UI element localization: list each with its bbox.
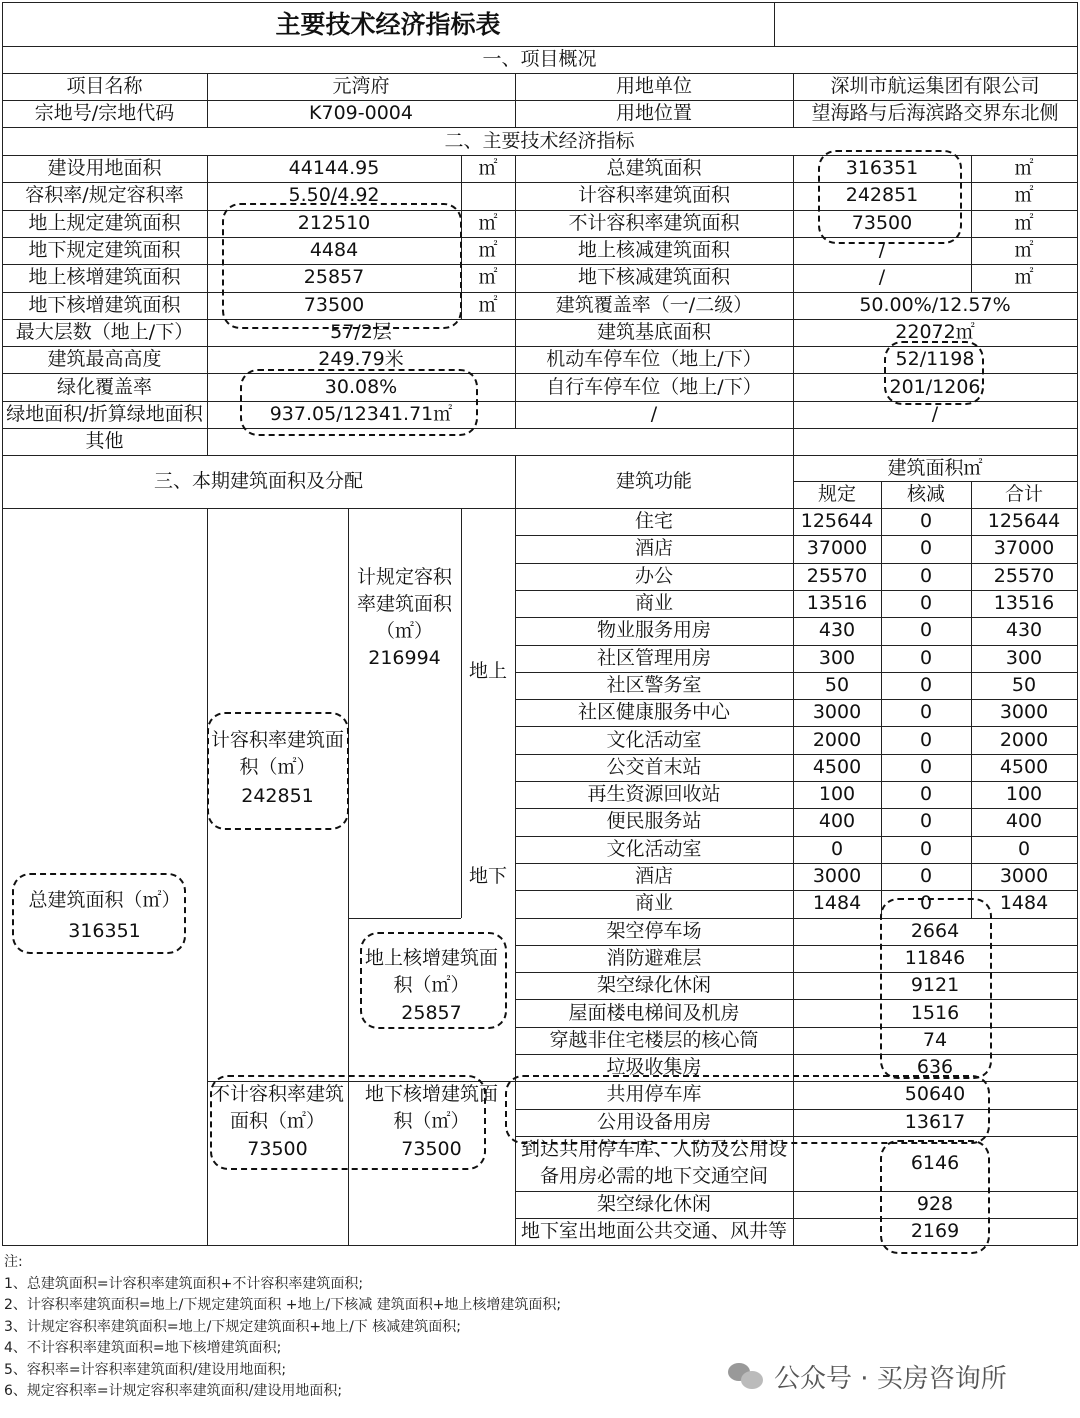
grid-line-v bbox=[881, 508, 882, 918]
reduce-value: 0 bbox=[919, 673, 933, 696]
unit-label: ㎡ bbox=[1014, 239, 1034, 262]
function-name: 文化活动室 bbox=[606, 837, 702, 860]
function-name: 文化活动室 bbox=[606, 728, 702, 751]
reduce-value: 0 bbox=[919, 619, 933, 642]
function-header: 建筑功能 bbox=[615, 470, 692, 493]
total-area-value: 316351 bbox=[68, 919, 141, 942]
reduce-value: 0 bbox=[919, 810, 933, 833]
reduce-value: 0 bbox=[919, 892, 933, 915]
indicator-label: 自行车停车位（地上/下） bbox=[546, 375, 762, 398]
spec-value: 1484 bbox=[812, 892, 862, 915]
total-value: 3000 bbox=[999, 865, 1049, 888]
bonus-item-name: 地下室出地面公共交通、风井等 bbox=[520, 1219, 787, 1242]
watermark bbox=[728, 1356, 1007, 1396]
note-line: 5、容积率=计容积率建筑面积/建设用地面积; bbox=[4, 1361, 287, 1378]
nonfa-value: 73500 bbox=[247, 1138, 308, 1160]
indicator-value: 201/1206 bbox=[889, 375, 981, 398]
spec-fa-label: 计规定容积率建筑面积（㎡） bbox=[356, 565, 452, 642]
reduce-value: 0 bbox=[919, 592, 933, 615]
bonus-item-name: 消防避难层 bbox=[606, 946, 702, 969]
bonus-item-value: 9121 bbox=[910, 974, 960, 997]
reduce-value: 0 bbox=[919, 783, 933, 806]
bonus-item-name: 架空停车场 bbox=[606, 919, 702, 942]
function-name: 物业服务用房 bbox=[596, 619, 711, 642]
spec-value: 2000 bbox=[812, 728, 862, 751]
indicator-label: / bbox=[650, 402, 658, 425]
parcel-value: K709-0004 bbox=[309, 102, 413, 124]
indicator-value: / bbox=[931, 402, 939, 425]
function-name: 社区警务室 bbox=[606, 673, 702, 696]
spec-value: 100 bbox=[818, 783, 856, 806]
reduce-value: 0 bbox=[919, 837, 933, 860]
grid-line-h bbox=[207, 1081, 515, 1082]
indicator-value: 57/2层 bbox=[330, 320, 392, 343]
bonus-item-value: 636 bbox=[916, 1056, 954, 1079]
indicator-value: 212510 bbox=[297, 211, 371, 234]
indicator-label: 地下规定建筑面积 bbox=[28, 239, 181, 262]
grid-line-v bbox=[793, 73, 794, 127]
indicator-label: 不计容积率建筑面积 bbox=[568, 211, 740, 234]
grid-line-v bbox=[207, 73, 208, 127]
indicator-value: 52/1198 bbox=[895, 348, 975, 371]
indicator-label: 建设用地面积 bbox=[47, 157, 162, 180]
spec-value: 125644 bbox=[800, 510, 874, 533]
section3-header: 三、本期建筑面积及分配 bbox=[153, 470, 363, 493]
indicator-label: 其他 bbox=[85, 430, 124, 453]
total-value: 3000 bbox=[999, 701, 1049, 724]
reduce-value: 0 bbox=[919, 564, 933, 587]
function-name: 住宅 bbox=[634, 510, 673, 533]
function-name: 酒店 bbox=[634, 537, 673, 560]
indicator-value: 249.79米 bbox=[318, 348, 404, 371]
fa-value: 242851 bbox=[241, 784, 314, 807]
bonus-item-name: 共用停车库 bbox=[606, 1083, 702, 1106]
bonus-item-name: 到达共用停车库、人防及公用设备用房必需的地下交通空间 bbox=[521, 1138, 788, 1188]
indicator-value: 73500 bbox=[303, 293, 365, 316]
total-value: 37000 bbox=[993, 537, 1055, 560]
total-value: 25570 bbox=[993, 564, 1055, 587]
indicator-label: 地上核减建筑面积 bbox=[577, 239, 730, 262]
spec-value: 25570 bbox=[806, 564, 868, 587]
col-reduce-header: 核减 bbox=[906, 483, 945, 505]
total-value: 430 bbox=[1005, 619, 1043, 642]
total-value: 100 bbox=[1005, 783, 1043, 806]
indicator-value: 30.08% bbox=[324, 375, 398, 398]
note-line: 2、计容积率建筑面积=地上/下规定建筑面积 +地上/下核减 建筑面积+地上核增建筑面积; bbox=[4, 1297, 562, 1313]
grid-line-v bbox=[348, 508, 349, 1245]
bonus-item-name: 架空绿化休闲 bbox=[596, 974, 711, 997]
location-label: 用地位置 bbox=[615, 102, 692, 124]
function-name: 办公 bbox=[634, 564, 673, 587]
below-bonus-value: 73500 bbox=[401, 1138, 462, 1160]
bonus-item-value: 74 bbox=[922, 1028, 948, 1051]
indicator-value: 73500 bbox=[851, 211, 913, 234]
indicator-value: 5.50/4.92 bbox=[288, 184, 380, 207]
indicator-label: 地下核减建筑面积 bbox=[577, 266, 730, 289]
total-value: 50 bbox=[1011, 673, 1037, 696]
unit-label: ㎡ bbox=[1014, 266, 1034, 289]
grid-line-v bbox=[881, 481, 882, 508]
grid-line-v bbox=[461, 155, 462, 319]
indicator-label: 容积率/规定容积率 bbox=[25, 184, 184, 207]
nonfa-label: 不计容积率建筑面积（㎡） bbox=[210, 1083, 344, 1132]
indicator-label: 总建筑面积 bbox=[606, 157, 702, 180]
grid-line-v bbox=[971, 481, 972, 508]
unit-label: ㎡ bbox=[1014, 211, 1034, 234]
spec-value: 13516 bbox=[806, 592, 868, 615]
grid-line-v bbox=[207, 508, 208, 1245]
spec-value: 0 bbox=[830, 837, 844, 860]
wechat-icon bbox=[728, 1361, 764, 1391]
note-line: 1、总建筑面积=计容积率建筑面积+不计容积率建筑面积; bbox=[4, 1275, 364, 1292]
indicator-value: / bbox=[878, 266, 886, 289]
function-name: 公交首末站 bbox=[606, 755, 702, 778]
grid-line-v bbox=[515, 455, 516, 508]
area-header: 建筑面积㎡ bbox=[887, 456, 983, 479]
project-name-label: 项目名称 bbox=[66, 75, 143, 97]
grid-line-v bbox=[793, 155, 794, 455]
above-bonus-value: 25857 bbox=[401, 1002, 462, 1024]
unit-label: ㎡ bbox=[478, 239, 498, 262]
note-line: 注: bbox=[4, 1254, 23, 1270]
indicator-value: 4484 bbox=[309, 239, 359, 262]
grid-line-v bbox=[793, 508, 794, 1245]
function-name: 商业 bbox=[634, 592, 673, 615]
below-bonus-label: 地下核增建筑面积（㎡） bbox=[364, 1083, 498, 1132]
reduce-value: 0 bbox=[919, 510, 933, 533]
bonus-item-value: 6146 bbox=[910, 1151, 960, 1174]
spec-fa-value: 216994 bbox=[368, 647, 441, 669]
bonus-item-value: 50640 bbox=[904, 1083, 966, 1106]
indicator-label: 地下核增建筑面积 bbox=[28, 293, 181, 316]
spec-value: 400 bbox=[818, 810, 856, 833]
unit-label: ㎡ bbox=[478, 293, 498, 316]
function-name: 社区健康服务中心 bbox=[577, 701, 730, 724]
note-line: 6、规定容积率=计规定容积率建筑面积/建设用地面积; bbox=[4, 1383, 343, 1399]
bonus-item-name: 穿越非住宅楼层的核心筒 bbox=[549, 1028, 759, 1051]
indicator-label: 绿化覆盖率 bbox=[56, 375, 152, 398]
col-spec-header: 规定 bbox=[817, 483, 856, 505]
indicator-value: 316351 bbox=[845, 157, 919, 180]
function-name: 酒店 bbox=[634, 865, 673, 888]
bonus-item-name: 公用设备用房 bbox=[596, 1110, 711, 1133]
unit-label: ㎡ bbox=[1014, 184, 1034, 207]
unit-label: ㎡ bbox=[478, 211, 498, 234]
bonus-item-value: 13617 bbox=[904, 1110, 966, 1133]
reduce-value: 0 bbox=[919, 537, 933, 560]
grid-line-v bbox=[207, 155, 208, 455]
grid-line-v bbox=[971, 155, 972, 292]
indicator-label: 绿地面积/折算绿地面积 bbox=[6, 402, 203, 425]
note-line: 4、不计容积率建筑面积=地下核增建筑面积; bbox=[4, 1340, 282, 1356]
grid-line-v bbox=[971, 508, 972, 918]
unit-label bbox=[461, 182, 515, 209]
grid-line-h bbox=[2, 1245, 1077, 1246]
total-value: 300 bbox=[1005, 646, 1043, 669]
indicator-value: / bbox=[878, 239, 886, 262]
bonus-item-value: 928 bbox=[916, 1192, 954, 1215]
total-value: 0 bbox=[1017, 837, 1031, 860]
parcel-label: 宗地号/宗地代码 bbox=[34, 102, 175, 124]
project-name-value: 元湾府 bbox=[332, 75, 390, 97]
spec-value: 37000 bbox=[806, 537, 868, 560]
grid-line-v bbox=[1077, 2, 1078, 1246]
bonus-item-value: 2664 bbox=[910, 919, 960, 942]
section1-header: 一、项目概况 bbox=[482, 48, 597, 70]
total-value: 4500 bbox=[999, 755, 1049, 778]
function-name: 社区管理用房 bbox=[596, 646, 711, 669]
spec-value: 300 bbox=[818, 646, 856, 669]
grid-line-v bbox=[515, 155, 516, 428]
land-user-value: 深圳市航运集团有限公司 bbox=[830, 75, 1040, 97]
bonus-item-name: 屋面楼电梯间及机房 bbox=[568, 1001, 740, 1024]
grid-line-v bbox=[515, 508, 516, 1245]
grid-line-h bbox=[348, 918, 461, 919]
fa-label: 计容积率建筑面积（㎡） bbox=[210, 729, 344, 778]
total-value: 13516 bbox=[993, 592, 1055, 615]
bonus-item-name: 垃圾收集房 bbox=[606, 1056, 702, 1079]
spec-value: 430 bbox=[818, 619, 856, 642]
total-area-label: 总建筑面积（㎡） bbox=[28, 888, 181, 911]
above-ground-label: 地上 bbox=[468, 660, 507, 683]
unit-label: ㎡ bbox=[478, 266, 498, 289]
indicator-value: 22072㎡ bbox=[895, 320, 975, 343]
below-ground-label: 地下 bbox=[468, 865, 507, 888]
spec-value: 4500 bbox=[812, 755, 862, 778]
reduce-value: 0 bbox=[919, 865, 933, 888]
unit-label: ㎡ bbox=[1014, 157, 1034, 180]
col-total-header: 合计 bbox=[1004, 483, 1043, 505]
total-value: 2000 bbox=[999, 728, 1049, 751]
function-name: 便民服务站 bbox=[606, 810, 702, 833]
reduce-value: 0 bbox=[919, 646, 933, 669]
grid-line-v bbox=[774, 2, 775, 46]
reduce-value: 0 bbox=[919, 755, 933, 778]
bonus-item-value: 11846 bbox=[904, 946, 966, 969]
indicator-label: 计容积率建筑面积 bbox=[577, 184, 730, 207]
grid-line-v bbox=[461, 508, 462, 918]
section2-header: 二、主要技术经济指标 bbox=[444, 129, 635, 152]
indicator-value: 25857 bbox=[303, 266, 365, 289]
grid-line-h bbox=[793, 481, 1077, 482]
indicator-label: 机动车停车位（地上/下） bbox=[546, 348, 762, 371]
indicator-label: 地上规定建筑面积 bbox=[28, 211, 181, 234]
total-value: 125644 bbox=[987, 510, 1061, 533]
spec-value: 3000 bbox=[812, 701, 862, 724]
spec-value: 3000 bbox=[812, 865, 862, 888]
reduce-value: 0 bbox=[919, 728, 933, 751]
indicator-label: 建筑覆盖率（一/二级） bbox=[555, 293, 753, 316]
above-bonus-label: 地上核增建筑面积（㎡） bbox=[364, 947, 498, 996]
spec-value: 50 bbox=[824, 673, 850, 696]
function-name: 再生资源回收站 bbox=[587, 783, 721, 806]
notes bbox=[4, 1252, 561, 1403]
location-value: 望海路与后海滨路交界东北侧 bbox=[811, 102, 1059, 124]
function-name: 商业 bbox=[634, 892, 673, 915]
indicator-label: 地上核增建筑面积 bbox=[28, 266, 181, 289]
reduce-value: 0 bbox=[919, 701, 933, 724]
indicator-value: 50.00%/12.57% bbox=[859, 293, 1011, 316]
watermark-text: 公众号 · 买房咨询所 bbox=[774, 1363, 1007, 1394]
grid-line-v bbox=[515, 73, 516, 127]
bonus-item-value: 2169 bbox=[910, 1219, 960, 1242]
indicator-label: 建筑最高高度 bbox=[47, 348, 162, 371]
note-line: 3、计规定容积率建筑面积=地上/下规定建筑面积+地上/下 核减建筑面积; bbox=[4, 1318, 461, 1335]
bonus-item-value: 1516 bbox=[910, 1001, 960, 1024]
indicator-label: 最大层数（地上/下） bbox=[15, 320, 194, 343]
indicator-value: 937.05/12341.71㎡ bbox=[269, 402, 453, 425]
total-value: 400 bbox=[1005, 810, 1043, 833]
bonus-item-name: 架空绿化休闲 bbox=[596, 1192, 711, 1215]
land-user-label: 用地单位 bbox=[615, 75, 692, 97]
page-title: 主要技术经济指标表 bbox=[275, 9, 501, 39]
total-value: 1484 bbox=[999, 892, 1049, 915]
unit-label: ㎡ bbox=[478, 157, 498, 180]
indicator-value: 242851 bbox=[845, 184, 919, 207]
indicator-label: 建筑基底面积 bbox=[596, 320, 711, 343]
indicator-value: 44144.95 bbox=[288, 157, 380, 180]
